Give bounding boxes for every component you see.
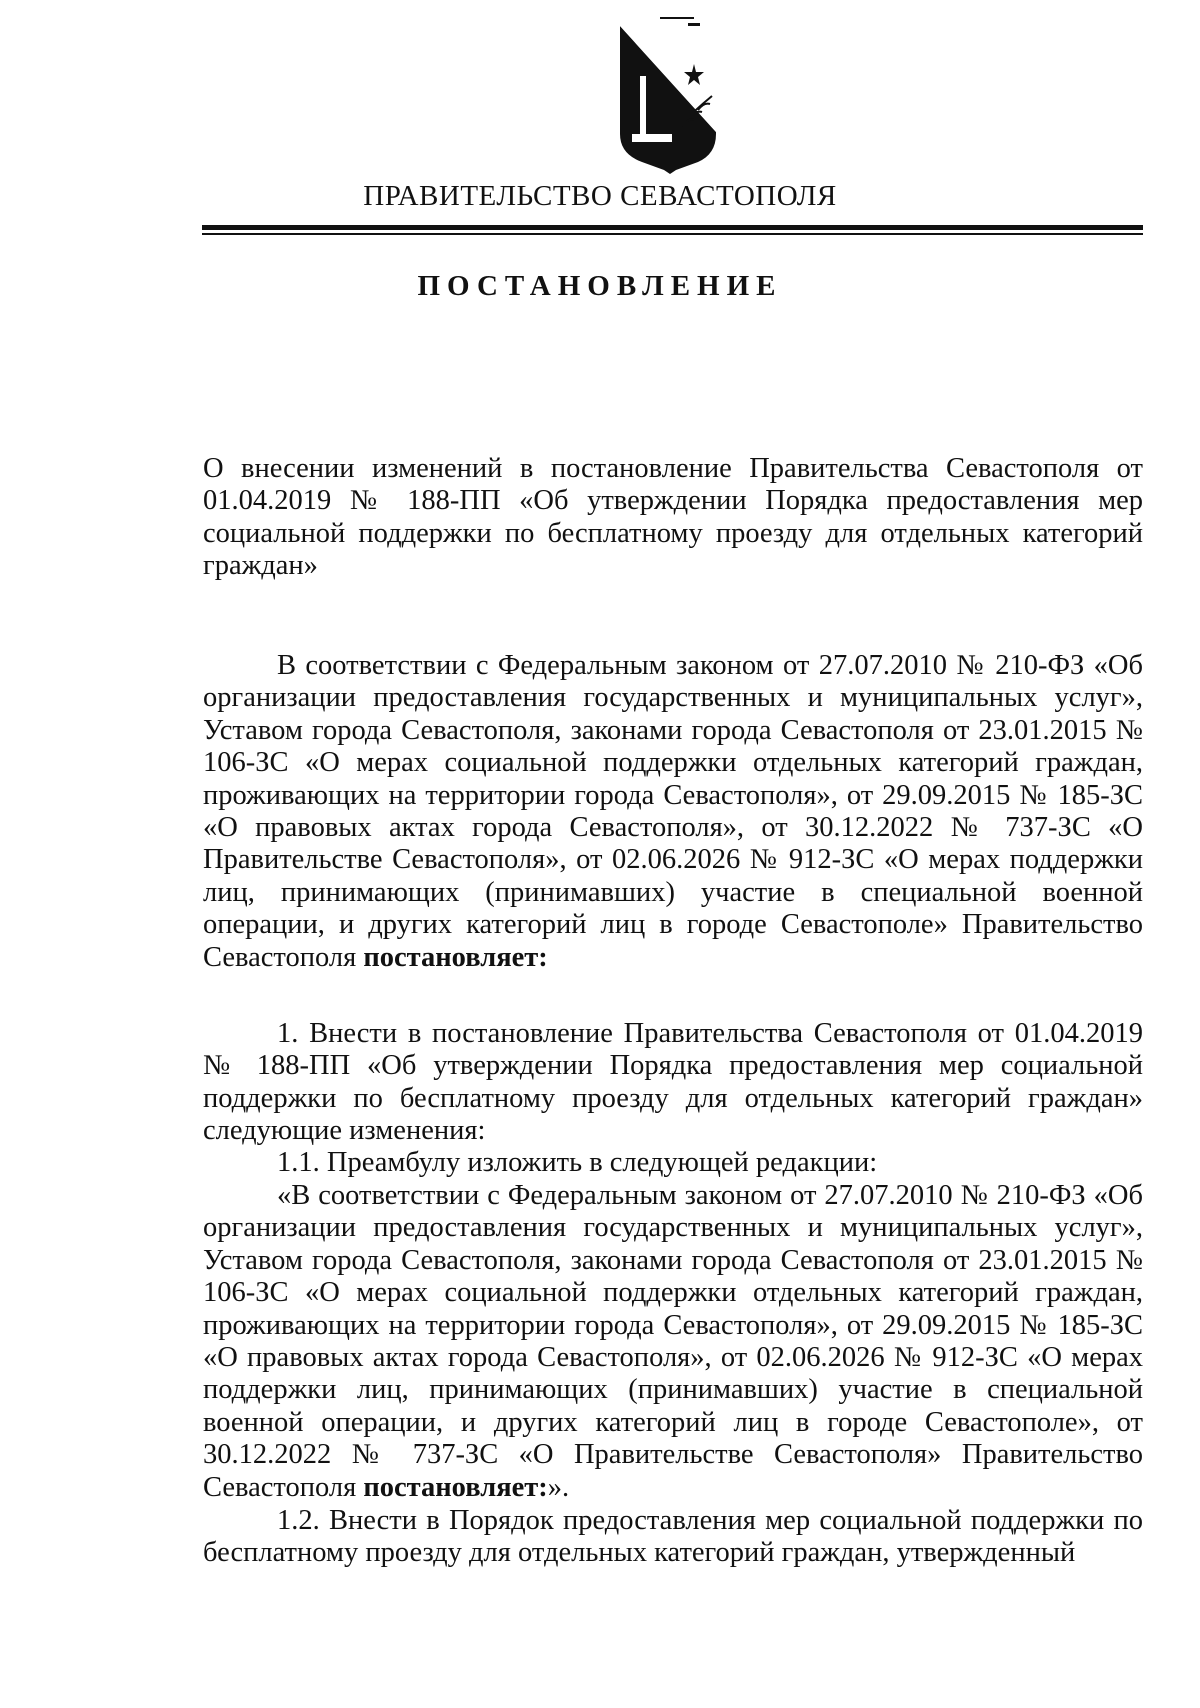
item-1-1-paragraph: 1.1. Преамбулу изложить в следующей редакции: (277, 1147, 878, 1178)
item-1-2-paragraph: 1.2. Внести в Порядок предоставления мер социальной поддержки по бесплатному проезду для отдельных категорий граждан, утвержденный (203, 1505, 1143, 1569)
sevastopol-coat-of-arms-icon (612, 14, 722, 179)
quoted-preamble-paragraph (203, 1180, 1143, 1504)
item-1-paragraph: 1. Внести в постановление Правительства Севастополя от 01.04.2019 № 188-ПП «Об утверждении Порядка предоставления мер социальной поддержки по бесплатному проезду для отдельных категорий граждан» следующие изменения: (203, 1018, 1143, 1147)
preamble-resolves: постановляет: (363, 941, 548, 973)
document-subject: О внесении изменений в постановление Правительства Севастополя от 01.04.2019 № 188-ПП «Об утверждении Порядка предоставления мер социальной поддержки по бесплатному проезду для отдельных категорий граждан» (203, 453, 1143, 582)
header-divider-thick (202, 225, 1143, 230)
organization-name: ПРАВИТЕЛЬСТВО СЕВАСТОПОЛЯ (363, 180, 837, 212)
quoted-preamble-text: «В соответствии с Федеральным законом от 27.07.2010 № 210-ФЗ «Об организации предоставления государственных и муниципальных услуг», Уставом города Севастополя, законами города Севастополя от 23.01.2015 № 106-ЗС «О мерах социальной поддержки отдельных категорий граждан, проживающих на территории города Севастополя», от 29.09.2015 № 185-ЗС «О правовых актах города Севастополя», от 02.06.2026 № 912-ЗС «О мерах поддержки лиц, принимающих (принимавших) участие в специальной военной операции, и других категорий лиц в городе Севастополе», от 30.12.2022 № 737-ЗС «О Правительстве Севастополя» Правительство Севастополя (203, 1180, 1143, 1503)
quoted-preamble-resolves: постановляет: (363, 1471, 548, 1503)
document-type-title: ПОСТАНОВЛЕНИЕ (417, 270, 783, 302)
quoted-preamble-closing: ». (547, 1471, 570, 1503)
header-divider-thin (202, 233, 1143, 235)
preamble-paragraph (203, 650, 1143, 974)
preamble-text: В соответствии с Федеральным законом от 27.07.2010 № 210-ФЗ «Об организации предоставления государственных и муниципальных услуг», Уставом города Севастополя, законами города Севастополя от 23.01.2015 № 106-ЗС «О мерах социальной поддержки отдельных категорий граждан, проживающих на территории города Севастополя», от 29.09.2015 № 185-ЗС «О правовых актах города Севастополя», от 30.12.2022 № 737-ЗС «О Правительстве Севастополя», от 02.06.2026 № 912-ЗС «О мерах поддержки лиц, принимающих (принимавших) участие в специальной военной операции, и других категорий лиц в городе Севастополе» Правительство Севастополя (203, 650, 1143, 973)
